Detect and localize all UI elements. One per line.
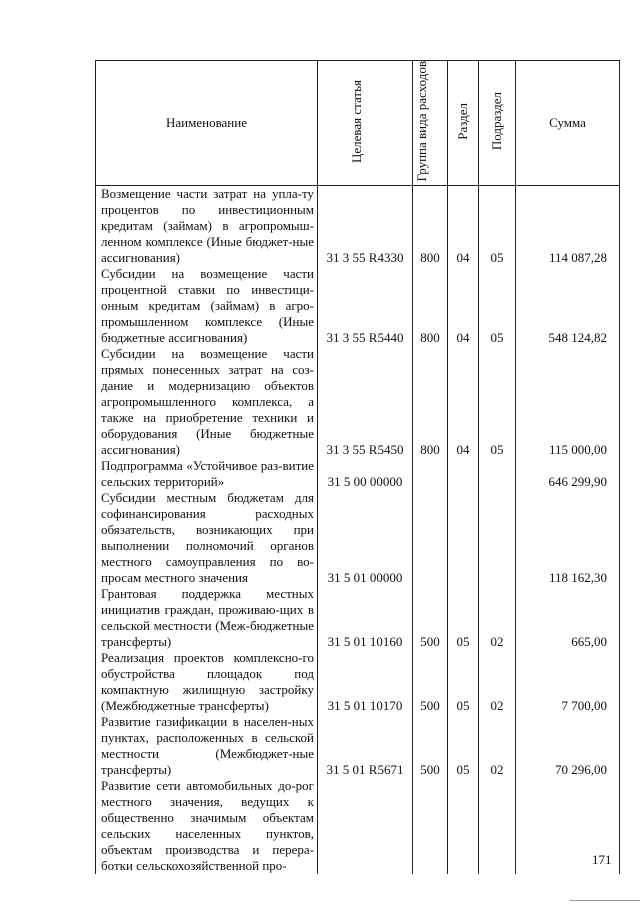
table-row <box>96 186 620 267</box>
row-section: 05 <box>448 714 479 778</box>
row-group <box>413 778 448 874</box>
row-name: Субсидии на возмещение части прямых понесенных затрат на соз-дание и модернизацию объектов агропромышленного комплекса, а также на приобретение техники и оборудования (Иные бюджетные ассигнования) <box>96 346 318 458</box>
row-group: 500 <box>413 586 448 650</box>
row-group <box>413 458 448 490</box>
row-subsection: 02 <box>479 650 516 714</box>
row-target: 31 3 55 R4330 <box>318 186 413 267</box>
row-name: Субсидии на возмещение части процентной ставки по инвестици-онным кредитам (займам) в агро-промышленном комплексе (Иные бюджетные ассигнования) <box>96 266 318 346</box>
header-expense-group: Группа вида расходов <box>413 61 448 186</box>
row-name: Развитие газификации в населен-ных пунктах, расположенных в сельской местности (Межбюджет-ные трансферты) <box>96 714 318 778</box>
row-group: 500 <box>413 714 448 778</box>
row-subsection: 05 <box>479 266 516 346</box>
table-row <box>96 458 620 490</box>
header-subsection: Подраздел <box>479 61 516 186</box>
row-section: 04 <box>448 186 479 267</box>
page-number: 171 <box>592 852 612 867</box>
row-name: Реализация проектов комплексно-го обустройства площадок под компактную жилищную застройку (Межбюджетные трансферты) <box>96 650 318 714</box>
scan-artifact-line <box>570 900 640 901</box>
row-name: Грантовая поддержка местных инициатив граждан, проживаю-щих в сельской местности (Меж-бюджетные трансферты) <box>96 586 318 650</box>
row-subsection: 05 <box>479 346 516 458</box>
row-name: Подпрограмма «Устойчивое раз-витие сельских территорий» <box>96 458 318 490</box>
row-subsection <box>479 458 516 490</box>
table-row <box>96 650 620 714</box>
row-sum: 118 162,30 <box>516 490 620 586</box>
row-target: 31 5 01 10170 <box>318 650 413 714</box>
row-subsection: 02 <box>479 586 516 650</box>
header-name: Наименование <box>96 61 318 186</box>
budget-table <box>95 60 620 874</box>
row-sum: 548 124,82 <box>516 266 620 346</box>
row-target: 31 3 55 R5440 <box>318 266 413 346</box>
row-target: 31 5 01 R5671 <box>318 714 413 778</box>
row-target: 31 3 55 R5450 <box>318 346 413 458</box>
table-row <box>96 778 620 874</box>
row-subsection: 05 <box>479 186 516 267</box>
row-section <box>448 490 479 586</box>
row-group: 800 <box>413 346 448 458</box>
row-section: 04 <box>448 266 479 346</box>
row-group <box>413 490 448 586</box>
table-row <box>96 346 620 458</box>
table-row <box>96 266 620 346</box>
row-section <box>448 778 479 874</box>
row-sum: 114 087,28 <box>516 186 620 267</box>
row-name: Возмещение части затрат на упла-ту процентов по инвестиционным кредитам (займам) в агропромыш-ленном комплексе (Иные бюджет-ные ассигнования) <box>96 186 318 267</box>
row-name: Субсидии местным бюджетам для софинансирования расходных обязательств, возникающих при выполнении полномочий органов местного самоуправления по во-просам местного значения <box>96 490 318 586</box>
row-sum: 7 700,00 <box>516 650 620 714</box>
row-sum: 646 299,90 <box>516 458 620 490</box>
row-section <box>448 458 479 490</box>
row-subsection <box>479 490 516 586</box>
row-target <box>318 778 413 874</box>
header-sum: Сумма <box>516 61 620 186</box>
row-name: Развитие сети автомобильных до-рог местного значения, ведущих к общественно значимым объектам сельских населенных пунктов, объектам производства и перера-ботки сельскохозяйственной про- <box>96 778 318 874</box>
row-section: 04 <box>448 346 479 458</box>
row-sum: 665,00 <box>516 586 620 650</box>
row-group: 500 <box>413 650 448 714</box>
row-target: 31 5 00 00000 <box>318 458 413 490</box>
row-subsection: 02 <box>479 714 516 778</box>
row-section: 05 <box>448 650 479 714</box>
table-row <box>96 490 620 586</box>
table-row <box>96 714 620 778</box>
table-row <box>96 586 620 650</box>
row-group: 800 <box>413 186 448 267</box>
row-sum: 70 296,00 <box>516 714 620 778</box>
row-group: 800 <box>413 266 448 346</box>
table-header-row <box>96 61 620 186</box>
row-subsection <box>479 778 516 874</box>
row-section: 05 <box>448 586 479 650</box>
header-target-article: Целевая статья <box>318 61 413 186</box>
header-section: Раздел <box>448 61 479 186</box>
row-target: 31 5 01 10160 <box>318 586 413 650</box>
row-target: 31 5 01 00000 <box>318 490 413 586</box>
row-sum: 115 000,00 <box>516 346 620 458</box>
